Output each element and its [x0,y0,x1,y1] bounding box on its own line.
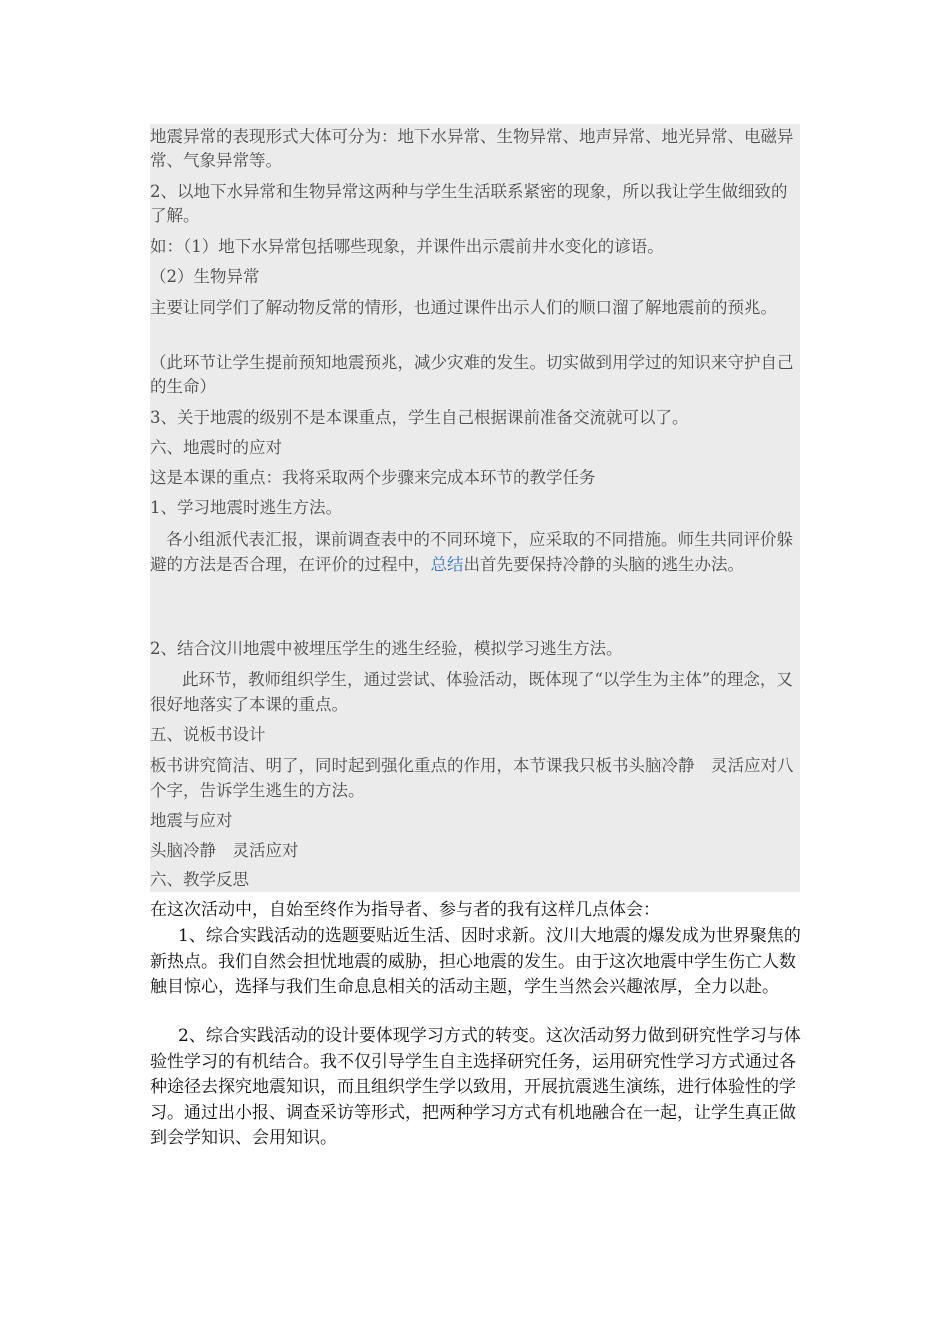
board-title: 地震与应对 [150,811,233,830]
paragraph-wenchuan-drill: 2、结合汶川地震中被埋压学生的逃生经验，模拟学习逃生方法。 [150,639,623,658]
paragraph-anomaly-types: 地震异常的表现形式大体可分为：地下水异常、生物异常、地声异常、地光异常、电磁异常、气象异常等。 [150,127,794,170]
paragraph-reflection-2: 2、综合实践活动的设计要体现学习方式的转变。这次活动努力做到研究性学习与体验性学习的有机结合。我不仅引导学生自主选择研究任务，运用研究性学习方式通过各种途径去探究地震知识，而且组织学生学以致用，开展抗震逃生演练，进行体验性的学习。通过出小报、调查采访等形式，把两种学习方式有机地融合在一起，让学生真正做到会学知识、会用知识。 [150,1026,801,1148]
board-keywords: 头脑冷静 灵活应对 [150,841,299,860]
paragraph-groundwater: 如：（1）地下水异常包括哪些现象，并课件出示震前井水变化的谚语。 [150,237,664,256]
heading-board-design: 五、说板书设计 [150,725,266,744]
paragraph-biological: （2）生物异常 [150,267,260,286]
summary-link[interactable]: 总结 [430,555,464,574]
paragraph-step-2: 2、以地下水异常和生物异常这两种与学生生活联系紧密的现象，所以我让学生做细致的了解。 [150,182,788,225]
paragraph-animal-anomaly: 主要让同学们了解动物反常的情形，也通过课件出示人们的顺口溜了解地震前的预兆。 [150,298,777,317]
paragraph-reflection-1: 1、综合实践活动的选题要贴近生活、因时求新。汶川大地震的爆发成为世界聚焦的新热点。我们自然会担忧地震的威胁，担心地震的发生。由于这次地震中学生伤亡人数触目惊心，选择与我们生命息息相关的活动主题，学生当然会兴趣浓厚，全力以赴。 [150,926,801,997]
paragraph-key-point: 这是本课的重点：我将采取两个步骤来完成本环节的教学任务 [150,468,596,487]
paragraph-escape-method: 1、学习地震时逃生方法。 [150,498,342,517]
paragraph-group-report [150,527,802,577]
paragraph-reflection-intro: 在这次活动中，自始至终作为指导者、参与者的我有这样几点体会： [150,900,660,920]
heading-reflection: 六、教学反思 [150,870,249,889]
paragraph-note-prediction: （此环节让学生提前预知地震预兆，减少灾难的发生。切实做到用学过的知识来守护自己的生命） [150,353,794,396]
paragraph-student-centered: 此环节，教师组织学生，通过尝试、体验活动，既体现了“以学生为主体”的理念，又很好地落实了本课的重点。 [150,670,793,714]
paragraph-step-3: 3、关于地震的级别不是本课重点，学生自己根据课前准备交流就可以了。 [150,408,689,427]
report-text-end: 出首先要保持冷静的头脑的逃生办法。 [463,555,744,574]
paragraph-board-writing: 板书讲究简洁、明了，同时起到强化重点的作用，本节课我只板书头脑冷静 灵活应对八个字，告诉学生逃生的方法。 [150,756,794,800]
report-text-start: 各小组派代表汇报，课前调查表中的不同环境下，应采取的不同措施。师生共同评价躲避的方法是否合理，在评价的过程中， [150,530,793,574]
heading-earthquake-response: 六、地震时的应对 [150,438,282,457]
